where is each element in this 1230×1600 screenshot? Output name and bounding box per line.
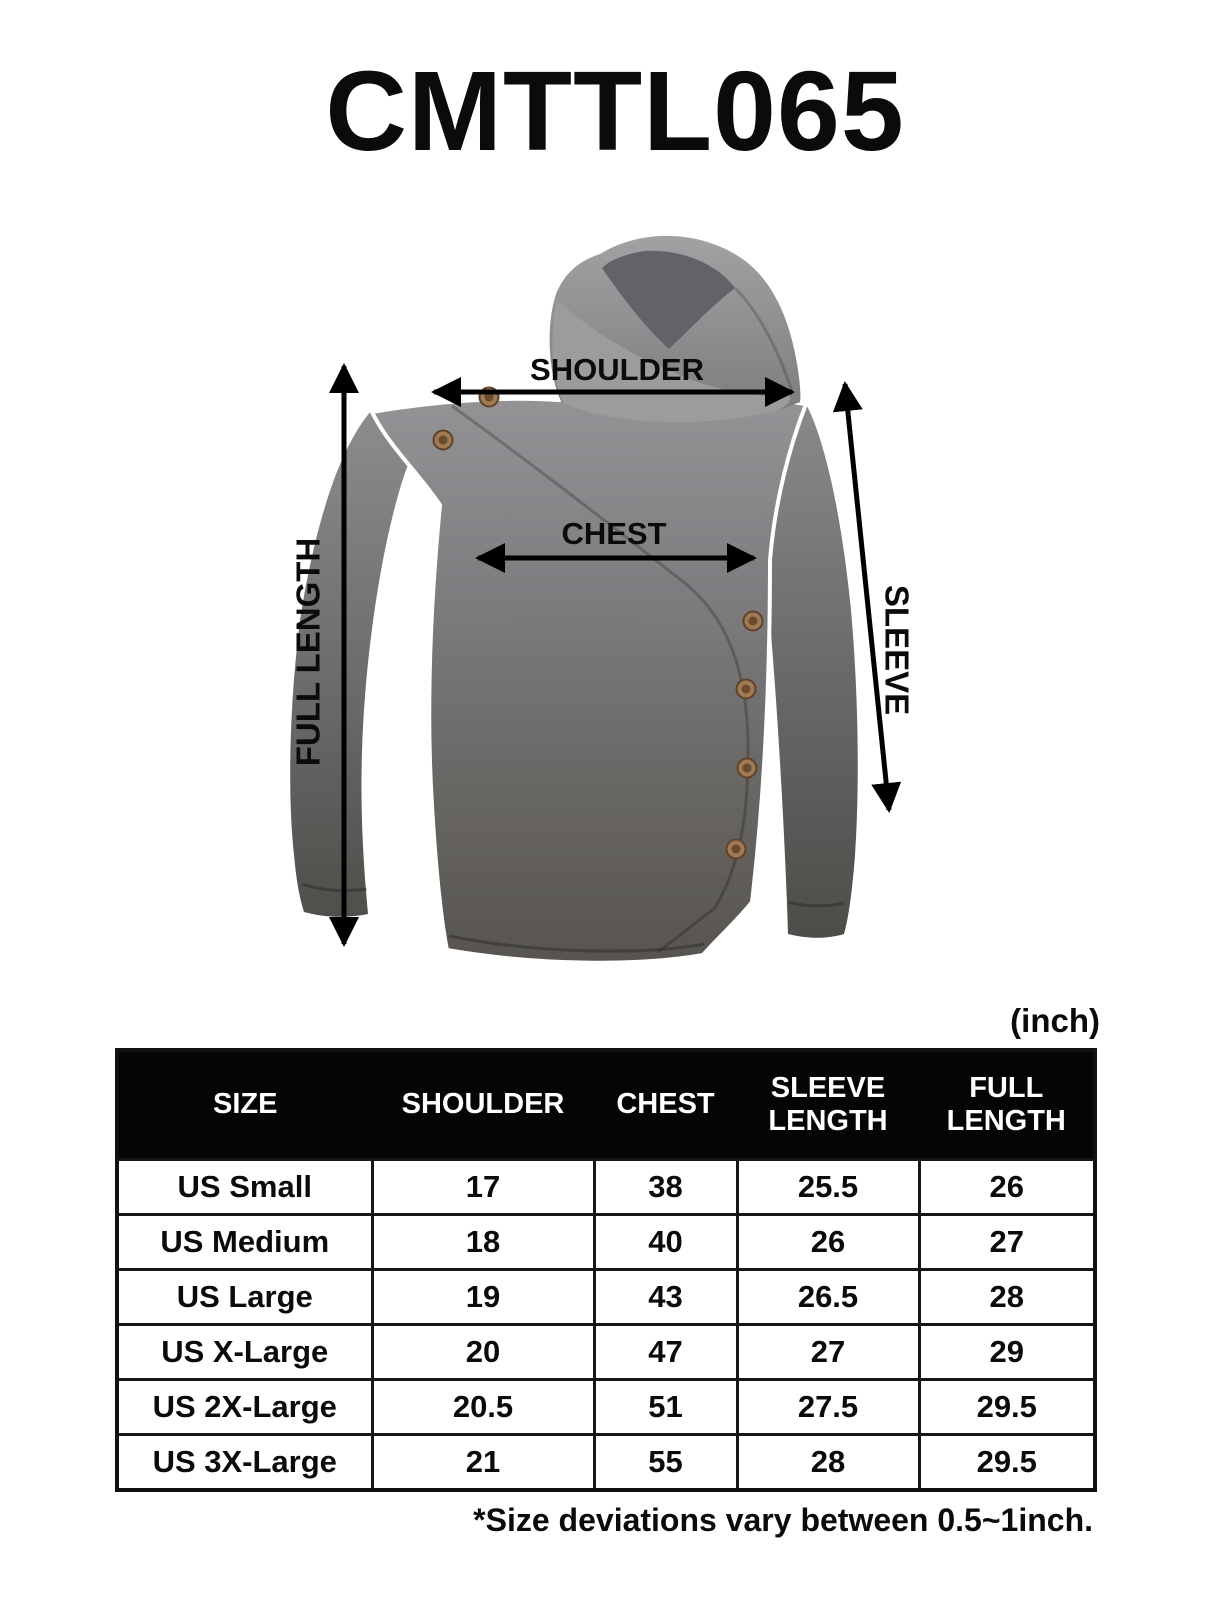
column-header-chest: CHEST [594, 1050, 737, 1160]
table-row [117, 1325, 1095, 1380]
garment-button [744, 612, 763, 631]
product-code-title: CMTTL065 [325, 48, 905, 174]
table-cell: 27.5 [737, 1380, 919, 1435]
table-cell: 19 [372, 1270, 594, 1325]
table-row [117, 1270, 1095, 1325]
chest-label: CHEST [561, 516, 667, 551]
garment-button [737, 680, 756, 699]
header-row [117, 1050, 1095, 1160]
column-header-shoulder: SHOULDER [372, 1050, 594, 1160]
size-deviation-note: *Size deviations vary between 0.5~1inch. [473, 1502, 1093, 1538]
size-cell: US 2X-Large [117, 1380, 372, 1435]
size-cell: US X-Large [117, 1325, 372, 1380]
table-row [117, 1380, 1095, 1435]
table-cell: 26.5 [737, 1270, 919, 1325]
table-row [117, 1215, 1095, 1270]
table-cell: 28 [919, 1270, 1095, 1325]
table-cell: 26 [919, 1160, 1095, 1215]
table-cell: 25.5 [737, 1160, 919, 1215]
table-cell: 38 [594, 1160, 737, 1215]
table-cell: 40 [594, 1215, 737, 1270]
table-cell: 27 [919, 1215, 1095, 1270]
table-cell: 27 [737, 1325, 919, 1380]
size-table [115, 1048, 1097, 1492]
size-diagram [0, 215, 1230, 1005]
size-cell: US Small [117, 1160, 372, 1215]
table-cell: 55 [594, 1435, 737, 1491]
table-cell: 51 [594, 1380, 737, 1435]
full-length-label: FULL LENGTH [289, 537, 327, 767]
sleeve-label: SLEEVE [878, 584, 916, 716]
garment-illustration [290, 236, 858, 963]
column-header-size: SIZE [117, 1050, 372, 1160]
garment-button [434, 431, 453, 450]
table-cell: 21 [372, 1435, 594, 1491]
table-cell: 17 [372, 1160, 594, 1215]
table-cell: 20 [372, 1325, 594, 1380]
table-cell: 18 [372, 1215, 594, 1270]
table-cell: 28 [737, 1435, 919, 1491]
garment-button [738, 759, 757, 778]
unit-label: (inch) [1010, 1002, 1100, 1039]
shoulder-label: SHOULDER [530, 352, 704, 387]
table-cell: 29 [919, 1325, 1095, 1380]
size-cell: US Medium [117, 1215, 372, 1270]
table-row [117, 1435, 1095, 1491]
size-cell: US Large [117, 1270, 372, 1325]
table-cell: 47 [594, 1325, 737, 1380]
garment-button [727, 840, 746, 859]
table-cell: 20.5 [372, 1380, 594, 1435]
table-cell: 43 [594, 1270, 737, 1325]
column-header-sleeve-length: SLEEVE LENGTH [737, 1050, 919, 1160]
table-row [117, 1160, 1095, 1215]
table-cell: 29.5 [919, 1435, 1095, 1491]
table-cell: 29.5 [919, 1380, 1095, 1435]
column-header-full-length: FULL LENGTH [919, 1050, 1095, 1160]
table-cell: 26 [737, 1215, 919, 1270]
size-cell: US 3X-Large [117, 1435, 372, 1491]
